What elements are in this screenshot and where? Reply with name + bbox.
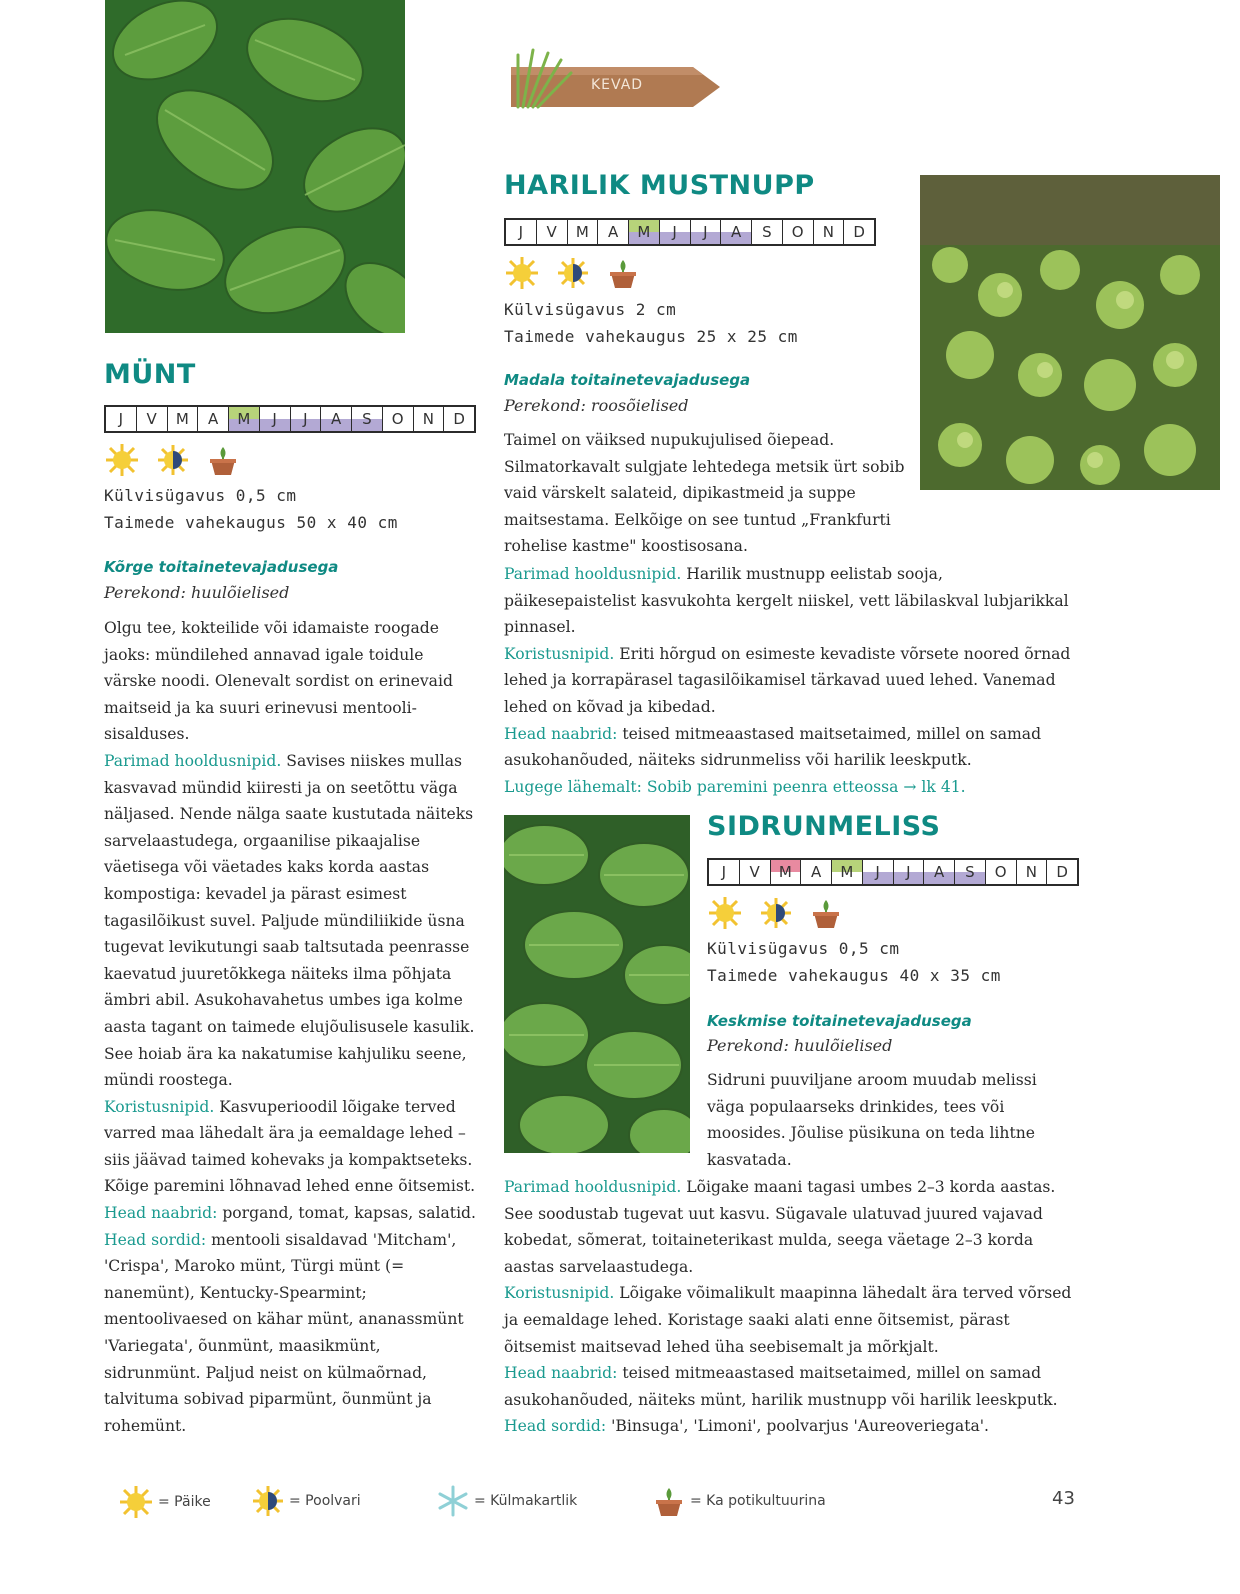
harvest-text: Lõigake võimalikult maapinna lähedalt ära terved võrsed ja eemaldage lehed. Koristage saaki alati enne õitsemist, pärast õitsemist maitsevad lehed üha seebisemalt ja mõrkjalt. <box>504 1284 1072 1356</box>
month-cell: M <box>568 220 599 244</box>
intro-text: Sidruni puuviljane aroom muudab melissi väga populaarseks drinkides, tees või moosides. Jõulise püsikuna on teda lihtne kasvatada. <box>707 1071 1037 1169</box>
intro-text: Taimel on väiksed nupukujulised õiepead. Silmatorkavalt sulgjate lehtedega metsik ürt sobib vaid värskelt salateid, dipikastmeid ja suppe maitsestama. Eelkõige on see tuntud „Frankfurti rohelise kastme" koostisosana. <box>504 431 905 556</box>
month-cell: A <box>801 860 832 884</box>
month-cell: N <box>814 220 845 244</box>
month-cell: A <box>721 220 752 244</box>
nutrient-need: Kõrge toitainetevajadusega <box>104 558 339 576</box>
month-cell: J <box>106 407 137 431</box>
month-cell: D <box>853 223 865 241</box>
pot-icon <box>809 896 843 930</box>
sun-icon <box>104 442 140 478</box>
season-label: KEVAD <box>591 77 644 93</box>
month-cell: A <box>598 220 629 244</box>
pot-icon <box>606 256 640 290</box>
sowing-depth: Külvisügavus 0,5 cm <box>104 486 297 505</box>
plant-description <box>504 427 914 560</box>
neighbors-label: Head naabrid: <box>504 724 618 743</box>
sun-icon <box>118 1484 154 1520</box>
month-cell: M <box>629 220 660 244</box>
half-shade-icon <box>156 443 190 477</box>
condition-icons <box>104 443 240 477</box>
care-text: Harilik mustnupp eelistab sooja, päikesepaistelist kasvukohta kergelt niiskel, vett läbilaskval lubjarikkal pinnasel. <box>504 565 1069 637</box>
plant-family: Perekond: huulõielised <box>707 1036 893 1055</box>
plant-description <box>707 1067 1077 1173</box>
month-cell: V <box>537 220 568 244</box>
harvest-label: Koristusnipid. <box>504 1284 615 1303</box>
month-cell: J <box>260 407 291 431</box>
frost-icon <box>436 1484 470 1518</box>
legend-label: = Ka potikultuurina <box>690 1493 826 1509</box>
half-shade-icon <box>759 896 793 930</box>
sun-icon <box>504 255 540 291</box>
page-number: 43 <box>1052 1488 1075 1509</box>
month-calendar <box>104 405 476 433</box>
month-cell: S <box>955 860 986 884</box>
plant-title: MÜNT <box>104 359 196 390</box>
sun-icon <box>707 895 743 931</box>
care-text: Lõigake maani tagasi umbes 2–3 korda aastas. See soodustab tugevat uut kasvu. Sügavale ulatuvad juured vajavad kobedat, sõmerat, toitaineterikast mulda, seega väetage 2–3 korda aastas sarvelaastudega. <box>504 1178 1056 1276</box>
neighbors-text: teised mitmeaastased maitsetaimed, millel on samad asukohanõuded, näiteks münt, harilik mustnupp või harilik leeskputk. <box>504 1364 1058 1409</box>
plant-title: SIDRUNMELISS <box>707 811 941 842</box>
month-cell: M <box>771 860 802 884</box>
month-cell: J <box>506 220 537 244</box>
month-cell: V <box>740 860 771 884</box>
plant-spacing: Taimede vahekaugus 50 x 40 cm <box>104 513 398 532</box>
plant-care-block <box>504 1174 1079 1440</box>
condition-icons <box>707 896 843 930</box>
month-cell: O <box>383 407 414 431</box>
plant-family: Perekond: roosõielised <box>504 396 689 415</box>
plant-title: HARILIK MUSTNUPP <box>504 170 815 201</box>
plant-spacing: Taimede vahekaugus 40 x 35 cm <box>707 966 1001 985</box>
month-cell: D <box>1056 863 1068 881</box>
month-cell: A <box>924 860 955 884</box>
mustnupp-photo <box>920 175 1220 490</box>
month-cell: M <box>229 407 260 431</box>
nutrient-need: Keskmise toitainetevajadusega <box>707 1012 972 1030</box>
month-cell: O <box>986 860 1017 884</box>
care-text: Savises niiskes mullas kasvavad mündid kiiresti ja on seetõttu väga näljased. Nende nälga saate kustutada näiteks sarvelaastudega, orgaanilise pikaajalise väetisega või väetades kaks korda aastas kompostiga: kevadel ja pärast esimest tagasilõikust suvel. Paljude mündiliikide üsna tugevat levikutungi saab taltsutada peenrasse kaevatud juuretõkkega näiteks ilma põhjata ämbri abil. Asukohavahetus umbes iga kolme aasta tagant on taimede elujõulisusele kasulik. See hoiab ära ka nakatumise kahjuliku seene, mündi roostega. <box>104 751 475 1090</box>
harvest-label: Koristusnipid. <box>504 644 615 663</box>
varieties-text: 'Binsuga', 'Limoni', poolvarjus 'Aureoveriegata'. <box>606 1417 990 1436</box>
month-cell: J <box>894 860 925 884</box>
varieties-label: Head sordid: <box>504 1417 607 1436</box>
month-cell: M <box>832 860 863 884</box>
care-label: Parimad hooldusnipid. <box>504 1178 682 1196</box>
harvest-text: Kasvuperioodil lõigake terved varred maa lähedalt ära ja eemaldage lehed – siis jäävad taimed kohevaks ja kompaktseteks. Kõige paremini lõhnavad lehed enne õitsemist. <box>104 1097 476 1196</box>
legend-item-frost <box>436 1484 577 1518</box>
legend-label: = Päike <box>158 1494 211 1510</box>
legend-label: = Poolvari <box>289 1493 361 1509</box>
mint-photo <box>105 0 405 333</box>
plant-description <box>104 615 479 1439</box>
month-cell: O <box>783 220 814 244</box>
harvest-text: Eriti hõrgud on esimeste kevadiste võrsete noored õrnad lehed ja korrapärasel tagasilõikamisel tärkavad uued lehed. Vanemad lehed on kõvad ja kibedad. <box>504 644 1071 716</box>
sowing-depth: Külvisügavus 2 cm <box>504 300 677 319</box>
neighbors-text: teised mitmeaastased maitsetaimed, millel on samad asukohanõuded, näiteks sidrunmeliss või harilik leeskputk. <box>504 724 1042 770</box>
half-shade-icon <box>251 1484 285 1518</box>
varieties-label: Head sordid: <box>104 1230 207 1249</box>
plant-spacing: Taimede vahekaugus 25 x 25 cm <box>504 327 798 346</box>
care-label: Parimad hooldusnipid. <box>504 565 682 583</box>
neighbors-text: porgand, tomat, kapsas, salatid. <box>217 1204 476 1223</box>
intro-text: Olgu tee, kokteilide või idamaiste roogade jaoks: mündilehed annavad igale toidule värske noodi. Olenevalt sordist on erinevaid maitseid ja ka suuri erinevusi mentooli-sisalduses. <box>104 619 453 744</box>
month-cell: S <box>752 220 783 244</box>
month-cell: J <box>709 860 740 884</box>
season-sign <box>503 45 723 115</box>
month-cell: N <box>1017 860 1048 884</box>
care-label: Parimad hooldusnipid. <box>104 751 282 770</box>
month-cell: S <box>352 407 383 431</box>
nutrient-need: Madala toitainetevajadusega <box>504 371 751 389</box>
read-more-link[interactable]: Lugege lähemalt: Sobib paremini peenra etteossa → lk 41. <box>504 777 966 796</box>
month-cell: A <box>198 407 229 431</box>
month-cell: J <box>691 220 722 244</box>
harvest-label: Koristusnipid. <box>104 1097 215 1116</box>
month-cell: J <box>291 407 322 431</box>
legend-item-half-shade <box>251 1484 361 1518</box>
legend-label: = Külmakartlik <box>474 1493 578 1509</box>
month-calendar <box>707 858 1079 886</box>
month-cell: J <box>863 860 894 884</box>
plant-family: Perekond: huulõielised <box>104 583 290 602</box>
month-cell: D <box>453 410 465 428</box>
month-cell: A <box>321 407 352 431</box>
condition-icons <box>504 256 640 290</box>
neighbors-label: Head naabrid: <box>104 1204 218 1223</box>
lemon-balm-photo <box>504 815 690 1153</box>
month-calendar <box>504 218 876 246</box>
month-cell: M <box>168 407 199 431</box>
month-cell: N <box>414 407 445 431</box>
legend-item-pot <box>652 1484 826 1518</box>
legend-item-sun <box>118 1484 211 1520</box>
pot-icon <box>206 443 240 477</box>
varieties-text: mentooli sisaldavad 'Mitcham', 'Crispa', Maroko münt, Türgi münt (= nanemünt), Kentucky-Spearmint; mentoolivaesed on kähar münt, ananassmünt 'Variegata', õunmünt, maasikmünt, sidrunmünt. Paljud neist on külmaõrnad, talvituma sobivad piparmünt, õunmünt ja rohemünt. <box>104 1230 464 1435</box>
sowing-depth: Külvisügavus 0,5 cm <box>707 939 900 958</box>
month-cell: V <box>137 407 168 431</box>
pot-icon <box>652 1484 686 1518</box>
plant-care-block <box>504 561 1074 800</box>
neighbors-label: Head naabrid: <box>504 1364 618 1383</box>
month-cell: J <box>660 220 691 244</box>
half-shade-icon <box>556 256 590 290</box>
